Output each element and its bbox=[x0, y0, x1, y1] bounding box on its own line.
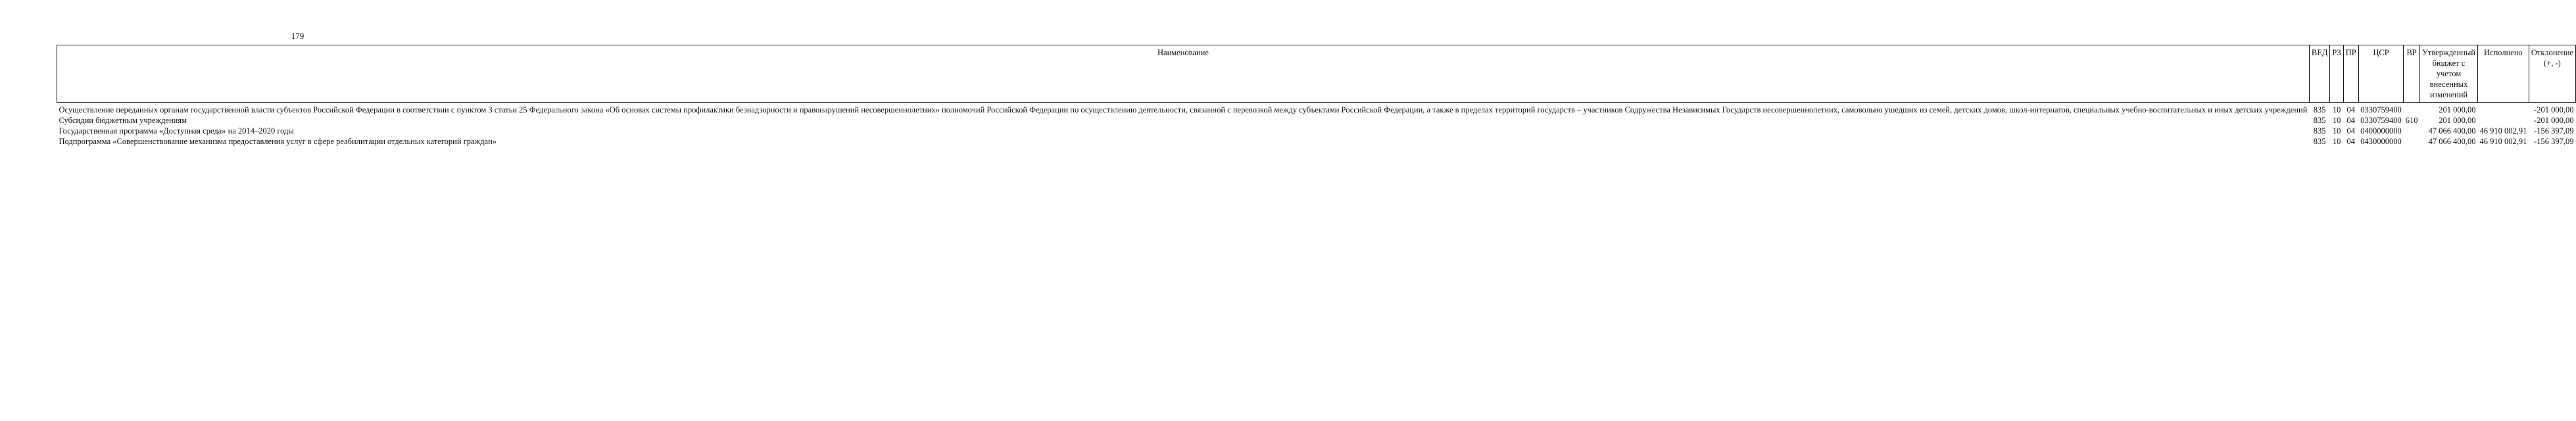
header-name: Наименование bbox=[57, 45, 2310, 103]
row-pr: 04 bbox=[2346, 105, 2355, 114]
row-deviation: -201 000,00 bbox=[2534, 116, 2574, 125]
header-deviation: Отклонение (+, -) bbox=[2529, 45, 2575, 103]
header-ved: ВЕД bbox=[2309, 45, 2330, 103]
row-csr: 0430000000 bbox=[2360, 137, 2402, 146]
row-ved: 835 bbox=[2313, 105, 2326, 114]
row-csr: 0330759400 bbox=[2360, 116, 2402, 125]
page-number: 179 bbox=[291, 31, 304, 41]
row-executed bbox=[2477, 103, 2529, 116]
header-vr: ВР bbox=[2404, 45, 2420, 103]
row-executed: 46 910 002,91 bbox=[2479, 137, 2527, 146]
row-csr: 0330759400 bbox=[2360, 105, 2402, 114]
row-deviation: -156 397,09 bbox=[2534, 126, 2574, 136]
row-approved: 201 000,00 bbox=[2439, 116, 2476, 125]
header-rz: РЗ bbox=[2330, 45, 2343, 103]
header-pr: ПР bbox=[2343, 45, 2358, 103]
row-ved: 835 bbox=[2313, 126, 2326, 136]
row-vr bbox=[2404, 136, 2420, 147]
row-name: Государственная программа «Доступная среда» на 2014–2020 годы bbox=[59, 126, 294, 136]
row-vr bbox=[2404, 103, 2420, 116]
row-pr: 04 bbox=[2346, 137, 2355, 146]
header-csr: ЦСР bbox=[2358, 45, 2404, 103]
table-row bbox=[57, 126, 2576, 136]
row-csr: 0400000000 bbox=[2360, 126, 2402, 136]
table-header-row bbox=[57, 45, 2576, 103]
row-approved: 47 066 400,00 bbox=[2428, 137, 2476, 146]
row-rz: 10 bbox=[2332, 116, 2341, 125]
row-ved: 835 bbox=[2313, 116, 2326, 125]
row-rz: 10 bbox=[2332, 105, 2341, 114]
row-rz: 10 bbox=[2332, 126, 2341, 136]
row-approved: 201 000,00 bbox=[2439, 105, 2476, 114]
row-approved: 47 066 400,00 bbox=[2428, 126, 2476, 136]
row-rz: 10 bbox=[2332, 137, 2341, 146]
row-executed bbox=[2477, 115, 2529, 126]
table-row bbox=[57, 103, 2576, 116]
row-deviation: -201 000,00 bbox=[2534, 105, 2574, 114]
budget-table bbox=[57, 45, 2576, 147]
row-deviation: -156 397,09 bbox=[2534, 137, 2574, 146]
table-row bbox=[57, 115, 2576, 126]
table-row bbox=[57, 136, 2576, 147]
row-executed: 46 910 002,91 bbox=[2479, 126, 2527, 136]
header-approved: Утвержденный бюджет с учетом внесенных изменений bbox=[2420, 45, 2478, 103]
row-vr bbox=[2404, 126, 2420, 136]
header-executed: Исполнено bbox=[2477, 45, 2529, 103]
row-pr: 04 bbox=[2346, 116, 2355, 125]
row-pr: 04 bbox=[2346, 126, 2355, 136]
row-name: Подпрограмма «Совершенствование механизма предоставления услуг в сфере реабилитации отдельных категорий граждан» bbox=[59, 137, 497, 146]
row-name: Осуществление переданных органам государственной власти субъектов Российской Федерации в соответствии с пунктом 3 статьи 25 Федерального закона «Об основах системы профилактики безнадзорности и правонарушений несовершеннолетних» полномочий Российской Федерации по осуществлению деятельности, связанной с перевозкой между субъектами Российской Федерации, а также в пределах территорий государств – участников Содружества Независимых Государств несовершеннолетних, самовольно ушедших из семей, детских домов, школ-интернатов, специальных учебно-воспитательных и иных детских учреждений bbox=[59, 105, 2308, 114]
row-name: Субсидии бюджетным учреждениям bbox=[59, 116, 187, 125]
row-vr: 610 bbox=[2405, 116, 2418, 125]
row-ved: 835 bbox=[2313, 137, 2326, 146]
